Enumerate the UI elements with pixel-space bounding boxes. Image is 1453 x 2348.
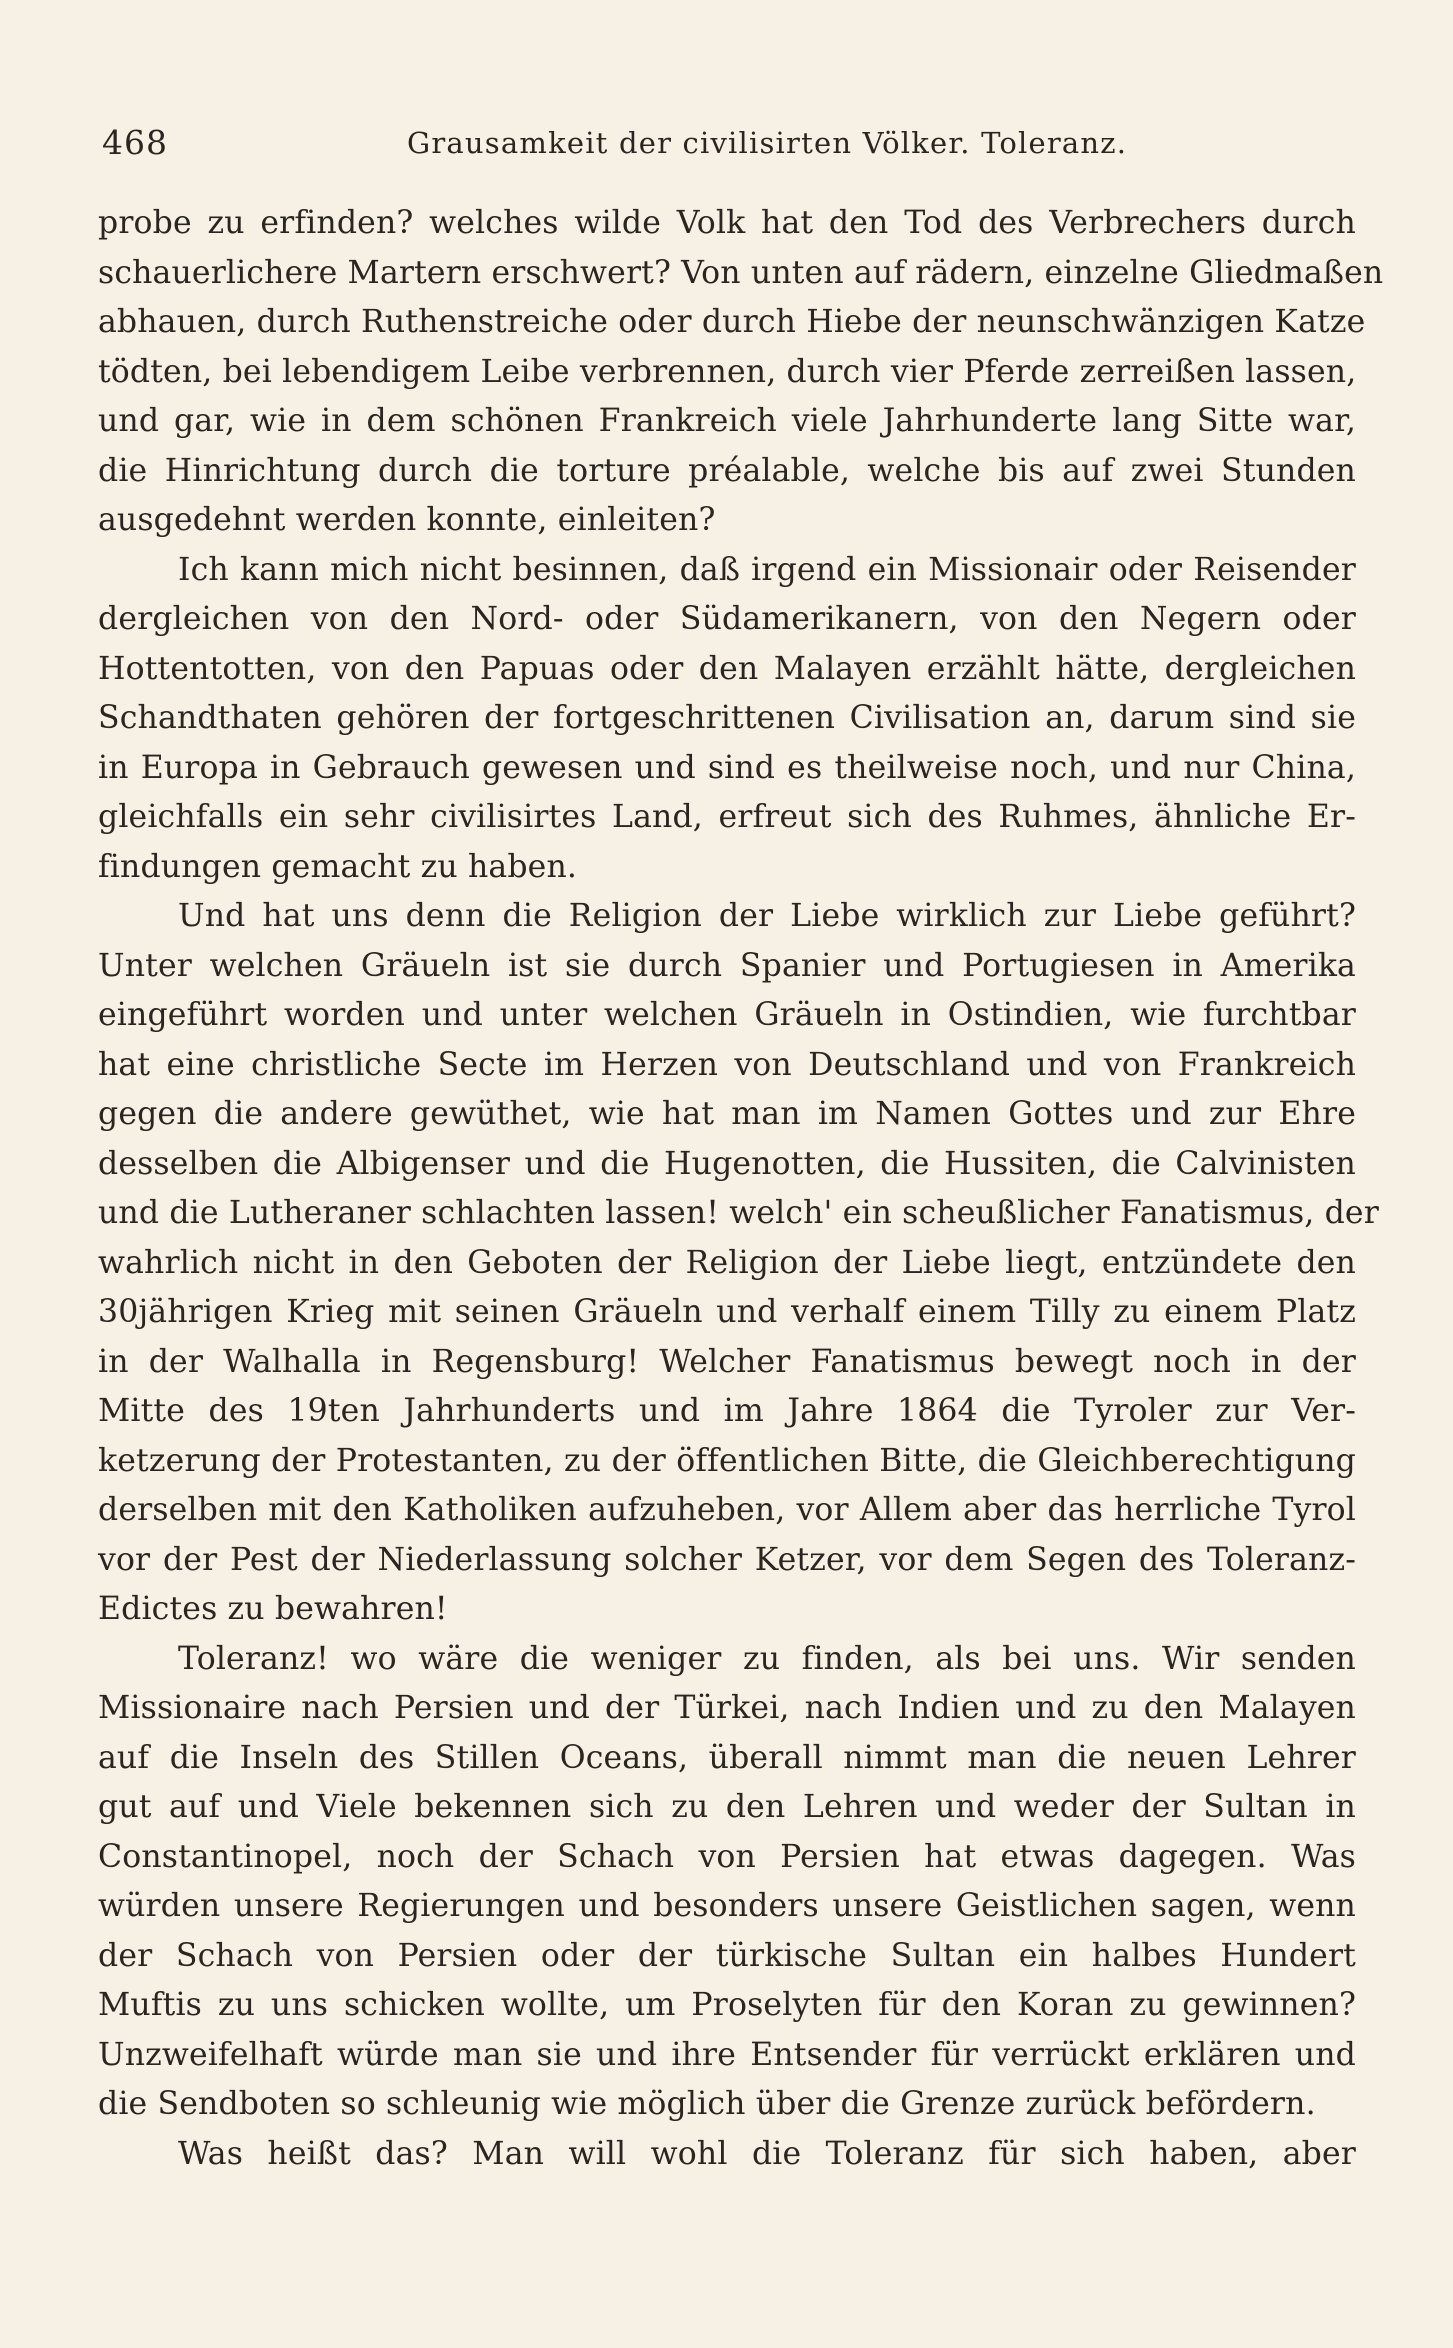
text-line: dergleichen von den Nord- oder Südamerikanern, von den Negern oder	[98, 601, 1356, 637]
text-line: in der Walhalla in Regensburg! Welcher Fanatismus bewegt noch in der	[98, 1343, 1356, 1380]
text-line: derselben mit den Katholiken aufzuheben, vor Allem aber das herrliche Tyrol	[98, 1492, 1356, 1528]
text-line: würden unsere Regierungen und besonders unsere Geistlichen sagen, wenn	[98, 1888, 1356, 1924]
page-header	[102, 118, 1352, 168]
text-line: der Schach von Persien oder der türkische Sultan ein halbes Hundert	[98, 1937, 1356, 1974]
running-head: Grausamkeit der civilisirten Völker. Toleranz.	[407, 126, 1128, 160]
text-line: Schandthaten gehören der fortgeschrittenen Civilisation an, darum sind sie	[98, 700, 1356, 736]
text-line: hat eine christliche Secte im Herzen von Deutschland und von Frankreich	[98, 1046, 1356, 1083]
text-line: Constantinopel, noch der Schach von Persien hat etwas dagegen. Was	[98, 1838, 1356, 1875]
text-line: vor der Pest der Niederlassung solcher Ketzer, vor dem Segen des Toleranz-	[98, 1541, 1356, 1578]
text-line: 30jährigen Krieg mit seinen Gräueln und verhalf einem Tilly zu einem Platz	[98, 1294, 1356, 1330]
text-line: die Hinrichtung durch die torture préalable, welche bis auf zwei Stunden	[98, 452, 1356, 489]
text-line: wahrlich nicht in den Geboten der Religion der Liebe liegt, entzündete den	[98, 1244, 1356, 1281]
text-line: Edictes zu bewahren!	[98, 1591, 448, 1627]
text-line: die Sendboten so schleunig wie möglich über die Grenze zurück befördern.	[98, 2086, 1316, 2122]
text-line: ketzerung der Protestanten, zu der öffentlichen Bitte, die Gleichberechtigung	[98, 1442, 1356, 1479]
text-line: abhauen, durch Ruthenstreiche oder durch Hiebe der neunschwänzigen Katze	[98, 304, 1366, 340]
text-line: auf die Inseln des Stillen Oceans, überall nimmt man die neuen Lehrer	[98, 1739, 1356, 1776]
text-line: gut auf und Viele bekennen sich zu den Lehren und weder der Sultan in	[98, 1789, 1356, 1825]
text-line: Ich kann mich nicht besinnen, daß irgend ein Missionair oder Reisender	[178, 551, 1356, 588]
text-line: findungen gemacht zu haben.	[98, 848, 578, 885]
text-line: Unter welchen Gräueln ist sie durch Spanier und Portugiesen in Amerika	[98, 947, 1356, 984]
text-line: Mitte des 19ten Jahrhunderts und im Jahre 1864 die Tyroler zur Ver-	[98, 1393, 1356, 1429]
text-line: in Europa in Gebrauch gewesen und sind es theilweise noch, und nur China,	[98, 749, 1356, 786]
text-line: und die Lutheraner schlachten lassen! welch' ein scheußlicher Fanatismus, der	[98, 1195, 1379, 1231]
text-line: Muftis zu uns schicken wollte, um Proselyten für den Koran zu gewinnen?	[98, 1987, 1356, 2023]
text-line: gegen die andere gewüthet, wie hat man im Namen Gottes und zur Ehre	[98, 1096, 1356, 1132]
text-line: eingeführt worden und unter welchen Gräueln in Ostindien, wie furchtbar	[98, 997, 1356, 1033]
text-line: Toleranz! wo wäre die weniger zu finden, als bei uns. Wir senden	[178, 1640, 1356, 1677]
text-line: Und hat uns denn die Religion der Liebe wirklich zur Liebe geführt?	[178, 898, 1356, 934]
text-line: desselben die Albigenser und die Hugenotten, die Hussiten, die Calvinisten	[98, 1145, 1356, 1182]
text-line: Was heißt das? Man will wohl die Toleranz für sich haben, aber	[178, 2135, 1356, 2172]
text-line: gleichfalls ein sehr civilisirtes Land, erfreut sich des Ruhmes, ähnliche Er-	[98, 799, 1356, 835]
text-line: Hottentotten, von den Papuas oder den Malayen erzählt hätte, dergleichen	[98, 650, 1356, 687]
body-text	[98, 199, 1384, 2179]
page-number: 468	[102, 123, 168, 162]
text-line: Missionaire nach Persien und der Türkei, nach Indien und zu den Malayen	[98, 1690, 1356, 1726]
text-line: tödten, bei lebendigem Leibe verbrennen, durch vier Pferde zerreißen lassen,	[98, 353, 1357, 390]
text-line: und gar, wie in dem schönen Frankreich viele Jahrhunderte lang Sitte war,	[98, 403, 1356, 439]
text-line: Unzweifelhaft würde man sie und ihre Entsender für verrückt erklären und	[98, 2036, 1356, 2073]
text-line: ausgedehnt werden konnte, einleiten?	[98, 502, 716, 538]
text-line: schauerlichere Martern erschwert? Von unten auf rädern, einzelne Gliedmaßen	[98, 254, 1384, 291]
text-line: probe zu erfinden? welches wilde Volk hat den Tod des Verbrechers durch	[98, 205, 1356, 241]
